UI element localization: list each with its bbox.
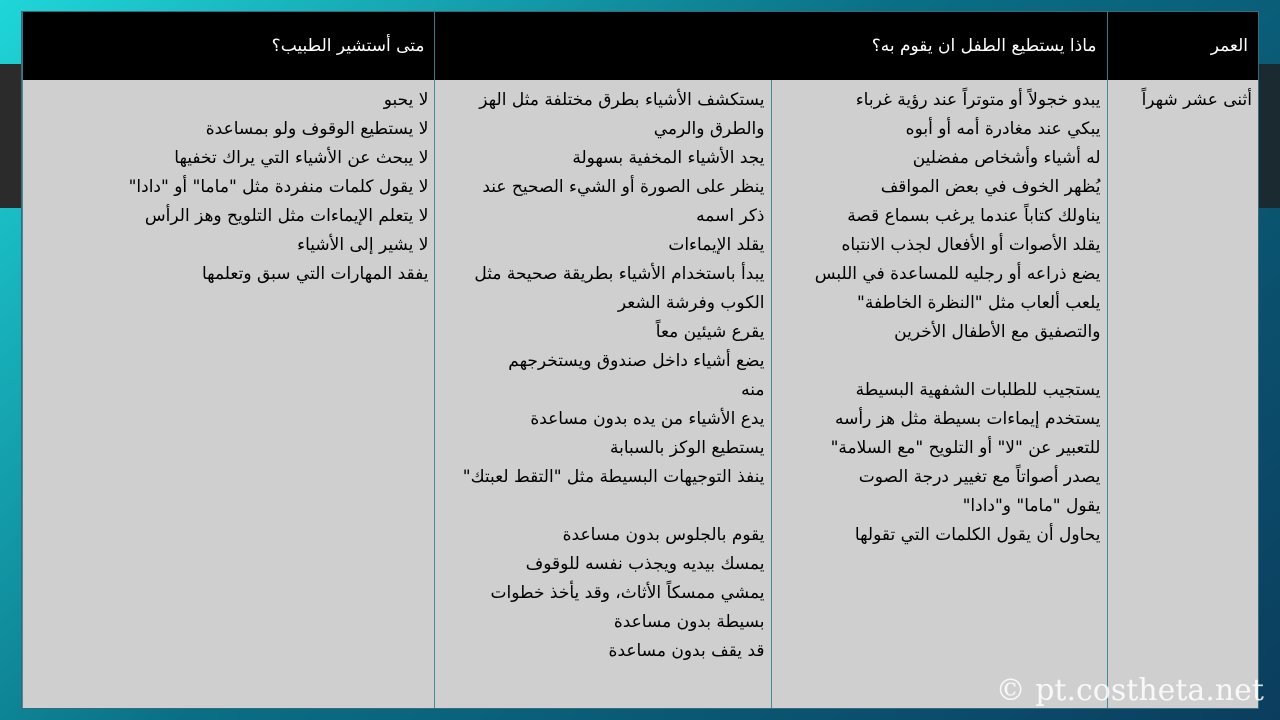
list-item: ذكر اسمه bbox=[696, 206, 765, 226]
list-item: لا يستطيع الوقوف ولو بمساعدة bbox=[205, 119, 429, 139]
list-item: قد يقف بدون مساعدة bbox=[608, 641, 765, 661]
decorative-bar-right bbox=[1258, 64, 1280, 208]
list-item: يقرع شيئين معاً bbox=[655, 322, 765, 342]
development-table bbox=[21, 11, 1259, 709]
list-item: يدع الأشياء من يده بدون مساعدة bbox=[530, 409, 765, 429]
list-item: للتعبير عن "لا" أو التلويح "مع السلامة" bbox=[830, 438, 1101, 458]
list-item: لا يبحث عن الأشياء التي يراك تخفيها bbox=[174, 148, 429, 168]
list-item: يضع أشياء داخل صندوق ويستخرجهم bbox=[508, 351, 765, 371]
list-item: يقلد الإيماءات bbox=[668, 235, 765, 255]
list-item: يستجيب للطلبات الشفهية البسيطة bbox=[855, 380, 1101, 400]
list-item: لا يقول كلمات منفردة مثل "ماما" أو "دادا" bbox=[128, 177, 429, 197]
list-item: ينظر على الصورة أو الشيء الصحيح عند bbox=[482, 177, 765, 197]
list-item: والتصفيق مع الأطفال الأخرين bbox=[894, 322, 1101, 342]
list-item: يستكشف الأشياء بطرق مختلفة مثل الهز bbox=[479, 90, 765, 110]
header-can-do: ماذا يستطيع الطفل ان يقوم به؟ bbox=[435, 12, 1107, 80]
header-doctor: متى أستشير الطبيب؟ bbox=[23, 12, 435, 80]
list-item: يبدأ باستخدام الأشياء بطريقة صحيحة مثل bbox=[474, 264, 765, 284]
list-item: يبدو خجولاً أو متوتراً عند رؤية غرباء bbox=[855, 90, 1101, 110]
cell-cognitive bbox=[435, 80, 771, 708]
list-item: يجد الأشياء المخفية بسهولة bbox=[572, 148, 765, 168]
list-item: يُظهر الخوف في بعض المواقف bbox=[880, 177, 1101, 197]
header-age: العمر bbox=[1107, 12, 1258, 80]
list-item: يقوم بالجلوس بدون مساعدة bbox=[562, 525, 765, 545]
age-label: أثنى عشر شهراً bbox=[1141, 90, 1252, 110]
list-item bbox=[778, 347, 1101, 376]
decorative-bar-left bbox=[0, 64, 22, 208]
list-item: يمشي ممسكاً الأثاث، وقد يأخذ خطوات bbox=[490, 583, 765, 603]
list-item: بسيطة بدون مساعدة bbox=[613, 612, 765, 632]
cell-age bbox=[1107, 80, 1258, 708]
list-item: لا يتعلم الإيماءات مثل التلويح وهز الرأس bbox=[144, 206, 429, 226]
list-item: يمسك بيديه ويجذب نفسه للوقوف bbox=[525, 554, 765, 574]
cell-doctor bbox=[23, 80, 435, 708]
list-item: يصدر أصواتاً مع تغيير درجة الصوت bbox=[858, 467, 1101, 487]
header-row bbox=[23, 12, 1259, 80]
list-item: يفقد المهارات التي سبق وتعلمها bbox=[201, 264, 429, 284]
list-item: يستطيع الوكز بالسبابة bbox=[609, 438, 765, 458]
list-item: يقلد الأصوات أو الأفعال لجذب الانتباه bbox=[841, 235, 1101, 255]
list-item: يحاول أن يقول الكلمات التي تقولها bbox=[854, 525, 1101, 545]
list-item: له أشياء وأشخاص مفضلين bbox=[912, 148, 1101, 168]
list-item: ينفذ التوجيهات البسيطة مثل "التقط لعبتك" bbox=[462, 467, 765, 487]
list-item: والطرق والرمي bbox=[653, 119, 765, 139]
list-item: لا يحبو bbox=[383, 90, 429, 110]
list-item: الكوب وفرشة الشعر bbox=[617, 293, 765, 313]
list-item: منه bbox=[741, 380, 765, 400]
list-item: يستخدم إيماءات بسيطة مثل هز رأسه bbox=[835, 409, 1101, 429]
list-item: لا يشير إلى الأشياء bbox=[297, 235, 429, 255]
list-item: يبكي عند مغادرة أمه أو أبوه bbox=[905, 119, 1101, 139]
watermark: © pt.costheta.net bbox=[995, 673, 1264, 708]
cell-social bbox=[771, 80, 1107, 708]
list-item: يناولك كتاباً عندما يرغب بسماع قصة bbox=[847, 206, 1101, 226]
list-item: يلعب ألعاب مثل "النظرة الخاطفة" bbox=[857, 293, 1101, 313]
milestones-table bbox=[22, 12, 1258, 708]
list-item bbox=[441, 492, 764, 521]
table-row bbox=[23, 80, 1259, 708]
list-item: يضع ذراعه أو رجليه للمساعدة في اللبس bbox=[814, 264, 1101, 284]
list-item: يقول "ماما" و"دادا" bbox=[962, 496, 1101, 516]
